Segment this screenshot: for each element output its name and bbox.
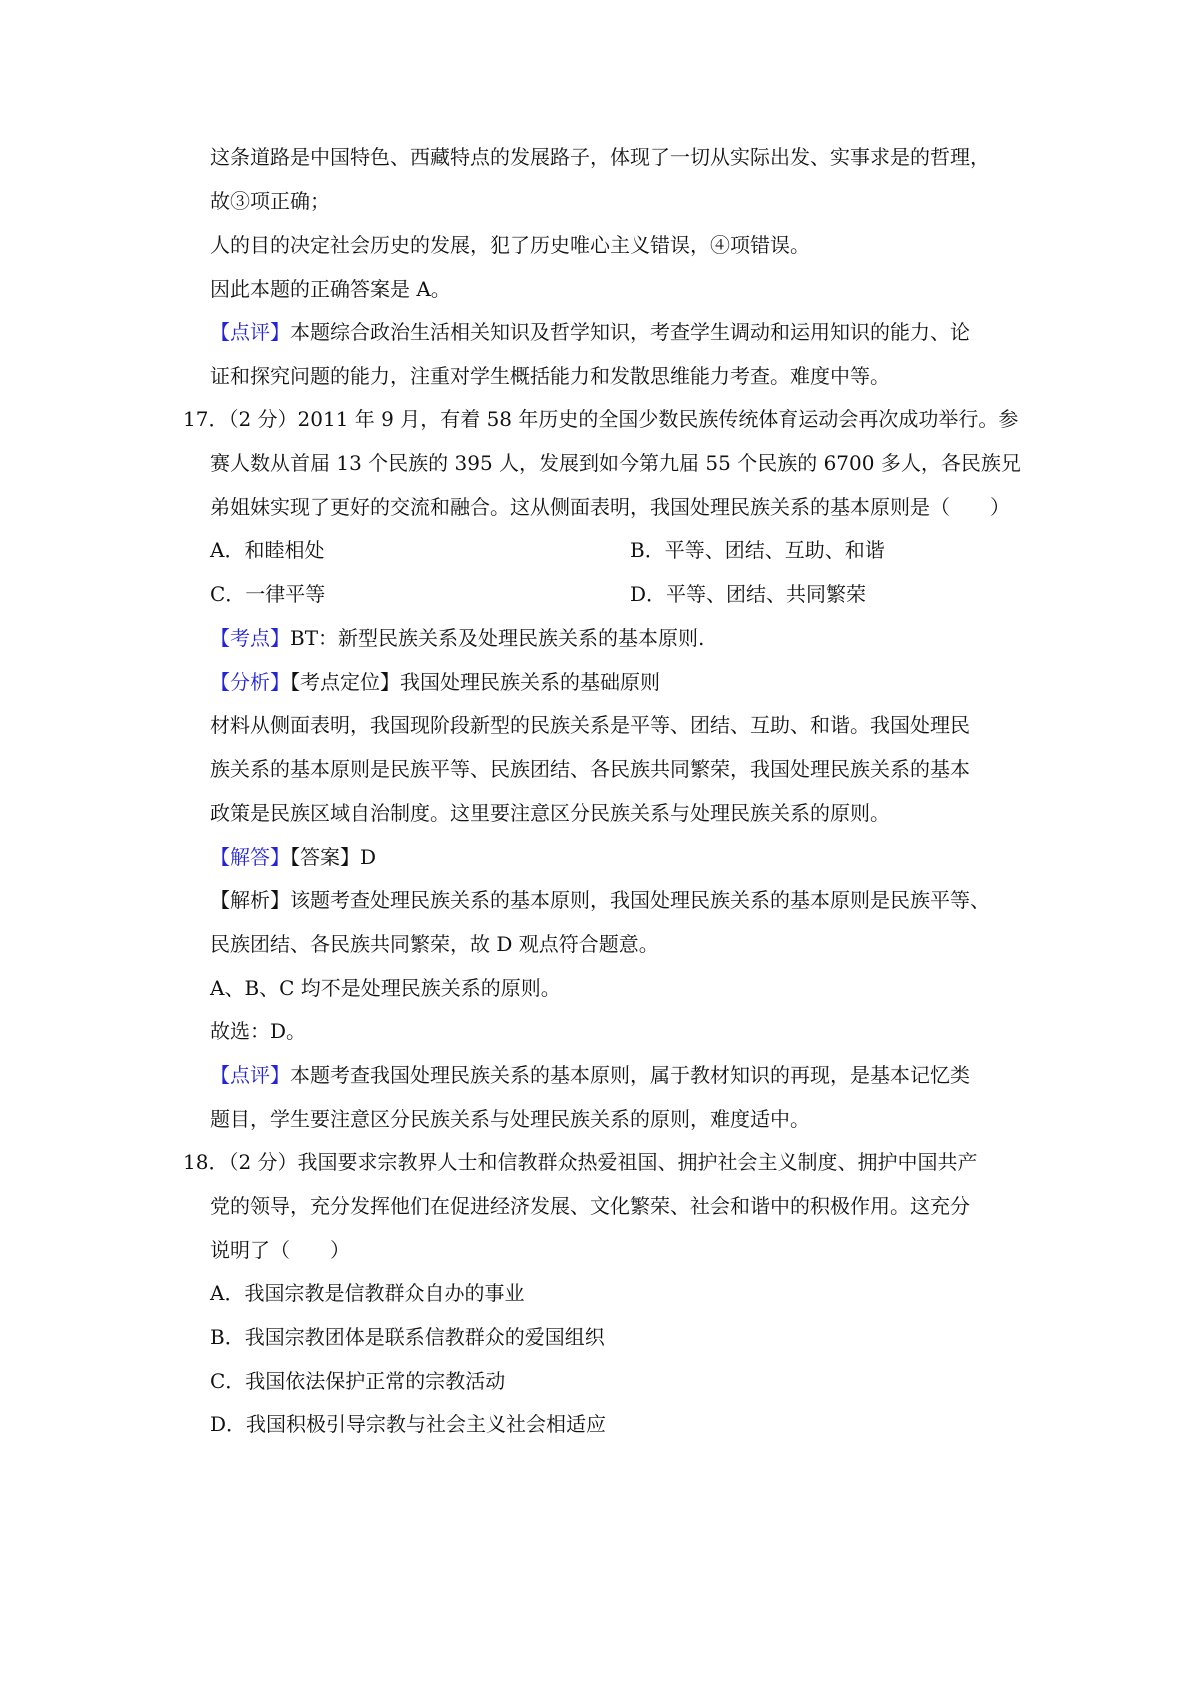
q16-comment-line bbox=[210, 318, 970, 346]
q18-option-b: B．我国宗教团体是联系信教群众的爱国组织 bbox=[210, 1325, 605, 1349]
q16-comment-line: 证和探究问题的能力，注重对学生概括能力和发散思维能力考查。难度中等。 bbox=[210, 364, 890, 388]
comment-tag: 【点评】 bbox=[210, 1063, 290, 1087]
q17-jiexi-line: 故选：D。 bbox=[210, 1019, 307, 1043]
q18-option-d: D．我国积极引导宗教与社会主义社会相适应 bbox=[210, 1412, 607, 1436]
kaodian-tag: 【考点】 bbox=[210, 626, 290, 650]
q17-option-c: C．一律平等 bbox=[210, 582, 326, 606]
q18-stem-line: 18．（2 分）我国要求宗教界人士和信教群众热爱祖国、拥护社会主义制度、拥护中国共产 bbox=[183, 1150, 978, 1174]
q17-stem-line: 弟姐妹实现了更好的交流和融合。这从侧面表明，我国处理民族关系的基本原则是（ ） bbox=[210, 495, 1010, 519]
q17-jiexi-line: A、B、C 均不是处理民族关系的原则。 bbox=[210, 976, 561, 1000]
q17-options-row bbox=[210, 580, 867, 608]
q17-comment-line: 题目，学生要注意区分民族关系与处理民族关系的原则，难度适中。 bbox=[210, 1107, 810, 1131]
q17-option-b: B．平等、团结、互助、和谐 bbox=[630, 538, 885, 562]
q18-option-a: A．我国宗教是信教群众自办的事业 bbox=[210, 1281, 525, 1305]
jieda-tag: 【解答】 bbox=[210, 845, 290, 869]
q16-text-line: 因此本题的正确答案是 A。 bbox=[210, 277, 451, 301]
q16-text-line: 这条道路是中国特色、西藏特点的发展路子，体现了一切从实际出发、实事求是的哲理， bbox=[210, 145, 990, 169]
q17-analysis-line: 族关系的基本原则是民族平等、民族团结、各民族共同繁荣，我国处理民族关系的基本 bbox=[210, 757, 970, 781]
q16-text-line: 人的目的决定社会历史的发展，犯了历史唯心主义错误，④项错误。 bbox=[210, 233, 810, 257]
q17-option-a: A．和睦相处 bbox=[210, 538, 325, 562]
q17-kaodian-line bbox=[210, 624, 704, 652]
q18-stem-line: 党的领导，充分发挥他们在促进经济发展、文化繁荣、社会和谐中的积极作用。这充分 bbox=[210, 1194, 970, 1218]
kaodian-text: BT：新型民族关系及处理民族关系的基本原则. bbox=[290, 626, 705, 650]
q17-options-row bbox=[210, 536, 885, 564]
q18-option-c: C．我国依法保护正常的宗教活动 bbox=[210, 1369, 506, 1393]
q17-jiexi-line: 【解析】该题考查处理民族关系的基本原则，我国处理民族关系的基本原则是民族平等、 bbox=[210, 888, 990, 912]
comment-text: 本题综合政治生活相关知识及哲学知识，考查学生调动和运用知识的能力、论 bbox=[290, 320, 970, 344]
q17-jiexi-line: 民族团结、各民族共同繁荣，故 D 观点符合题意。 bbox=[210, 932, 659, 956]
fenxi-text: 【考点定位】我国处理民族关系的基础原则 bbox=[290, 670, 660, 694]
comment-tag: 【点评】 bbox=[210, 320, 290, 344]
q17-fenxi-line bbox=[210, 668, 660, 696]
q17-analysis-line: 政策是民族区域自治制度。这里要注意区分民族关系与处理民族关系的原则。 bbox=[210, 801, 890, 825]
q18-stem-line: 说明了（ ） bbox=[210, 1238, 350, 1262]
q17-stem-line: 赛人数从首届 13 个民族的 395 人，发展到如今第九届 55 个民族的 6700 多人，各民族兄 bbox=[210, 451, 1021, 475]
comment-text: 本题考查我国处理民族关系的基本原则，属于教材知识的再现，是基本记忆类 bbox=[290, 1063, 970, 1087]
q17-stem-line: 17．（2 分）2011 年 9 月，有着 58 年历史的全国少数民族传统体育运动会再次成功举行。参 bbox=[183, 407, 1019, 431]
q16-text-line: 故③项正确； bbox=[210, 189, 330, 213]
q17-comment-line bbox=[210, 1061, 970, 1089]
fenxi-tag: 【分析】 bbox=[210, 670, 290, 694]
jieda-text: 【答案】D bbox=[290, 845, 377, 869]
q17-option-d: D．平等、团结、共同繁荣 bbox=[630, 582, 867, 606]
q17-analysis-line: 材料从侧面表明，我国现阶段新型的民族关系是平等、团结、互助、和谐。我国处理民 bbox=[210, 713, 970, 737]
q17-jieda-line bbox=[210, 843, 376, 871]
